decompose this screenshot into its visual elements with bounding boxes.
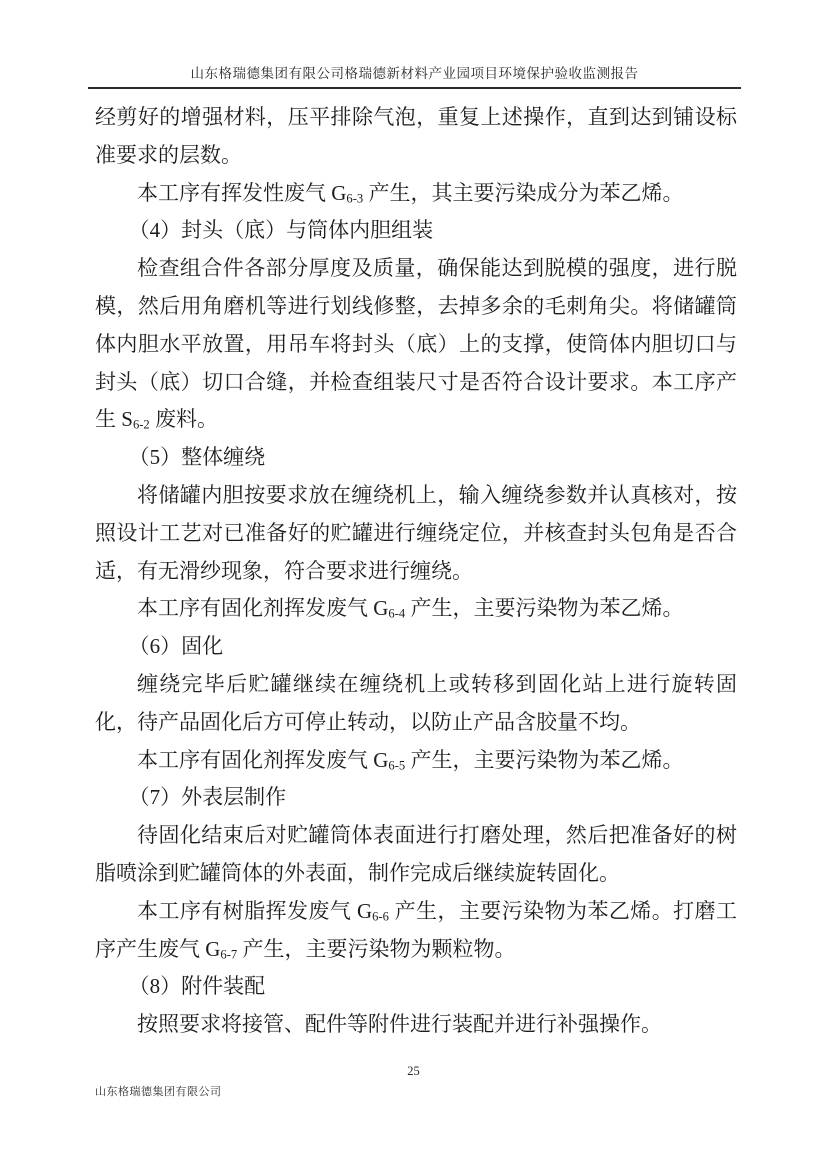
subscript: 6-7 [220,946,238,961]
section-heading [95,628,737,666]
text-run: （6）固化 [128,634,224,659]
text-run: G [373,747,389,772]
document-body [95,99,737,1049]
paragraph [95,99,737,175]
text-run: G [331,180,347,205]
text-run: 产生，主要污染物为苯乙烯。打磨工序产生废气 [95,898,737,961]
text-run: 废料。 [149,407,218,432]
text-run: （8）附件装配 [128,974,266,999]
text-run: 按照要求将接管、配件等附件进行装配并进行补强操作。 [137,1012,662,1037]
section-heading [95,212,737,250]
paragraph [95,590,737,628]
section-heading [95,968,737,1006]
text-run: G [205,936,221,961]
paragraph [95,666,737,742]
text-run: 产生，主要污染物为苯乙烯。 [405,747,684,772]
text-run: 本工序有固化剂挥发废气 [137,747,374,772]
text-run: 产生，主要污染物为颗粒物。 [237,936,516,961]
text-run: 将储罐内胆按要求放在缠绕机上，输入缠绕参数并认真核对，按照设计工艺对已准备好的贮罐进行缠绕定位，并核查封头包角是否合适，有无滑纱现象，符合要求进行缠绕。 [95,482,737,583]
subscript: 6-2 [132,417,150,432]
footer-company: 山东格瑞德集团有限公司 [95,1086,222,1098]
paragraph [95,1044,737,1049]
text-run: 检查组合件各部分厚度及质量，确保能达到脱模的强度，进行脱模，然后用角磨机等进行划线修整，去掉多余的毛刺角尖。将储罐筒体内胆水平放置，用吊车将封头（底）上的支撑，使筒体内胆切口与封头（底）切口合缝，并检查组装尺寸是否符合设计要求。本工序产生 [95,256,737,432]
subscript: 6-6 [372,909,389,923]
paragraph [95,817,737,893]
text-run: （4）封头（底）与筒体内胆组装 [128,218,434,243]
text-run: 本工序有树脂挥发废气 [137,898,357,923]
paragraph [95,250,737,439]
paragraph [95,477,737,590]
header-title: 山东格瑞德集团有限公司格瑞德新材料产业园项目环境保护验收监测报告 [190,66,639,81]
text-run: 本工序有固化剂挥发废气 [137,596,374,621]
subscript: 6-3 [346,190,364,205]
text-run: 本工序有挥发性废气 [137,180,332,205]
text-run: 产生，主要污染物为苯乙烯。 [405,596,684,621]
subscript: 6-4 [388,606,406,621]
subscript: 6-5 [388,757,406,772]
section-heading [95,779,737,817]
page-header [88,62,741,89]
text-run: （5）整体缠绕 [128,445,266,470]
text-run: 待固化结束后对贮罐筒体表面进行打磨处理，然后把准备好的树脂喷涂到贮罐筒体的外表面，制作完成后继续旋转固化。 [95,823,737,885]
text-run: S [121,407,133,432]
section-heading [95,439,737,477]
paragraph [95,175,737,213]
text-run: 缠绕完毕后贮罐继续在缠绕机上或转移到固化站上进行旋转固化，待产品固化后方可停止转动，以防止产品含胶量不均。 [95,671,737,734]
paragraph [95,893,737,969]
text-run: G [373,596,389,621]
text-run: 经剪好的增强材料，压平排除气泡，重复上述操作，直到达到铺设标准要求的层数。 [95,105,737,167]
text-run: 产生，其主要污染成分为苯乙烯。 [363,180,684,205]
paragraph [95,742,737,780]
text-run: （7）外表层制作 [128,785,287,810]
page-number: 25 [407,1064,420,1078]
text-run: G [356,898,373,923]
paragraph [95,1006,737,1044]
